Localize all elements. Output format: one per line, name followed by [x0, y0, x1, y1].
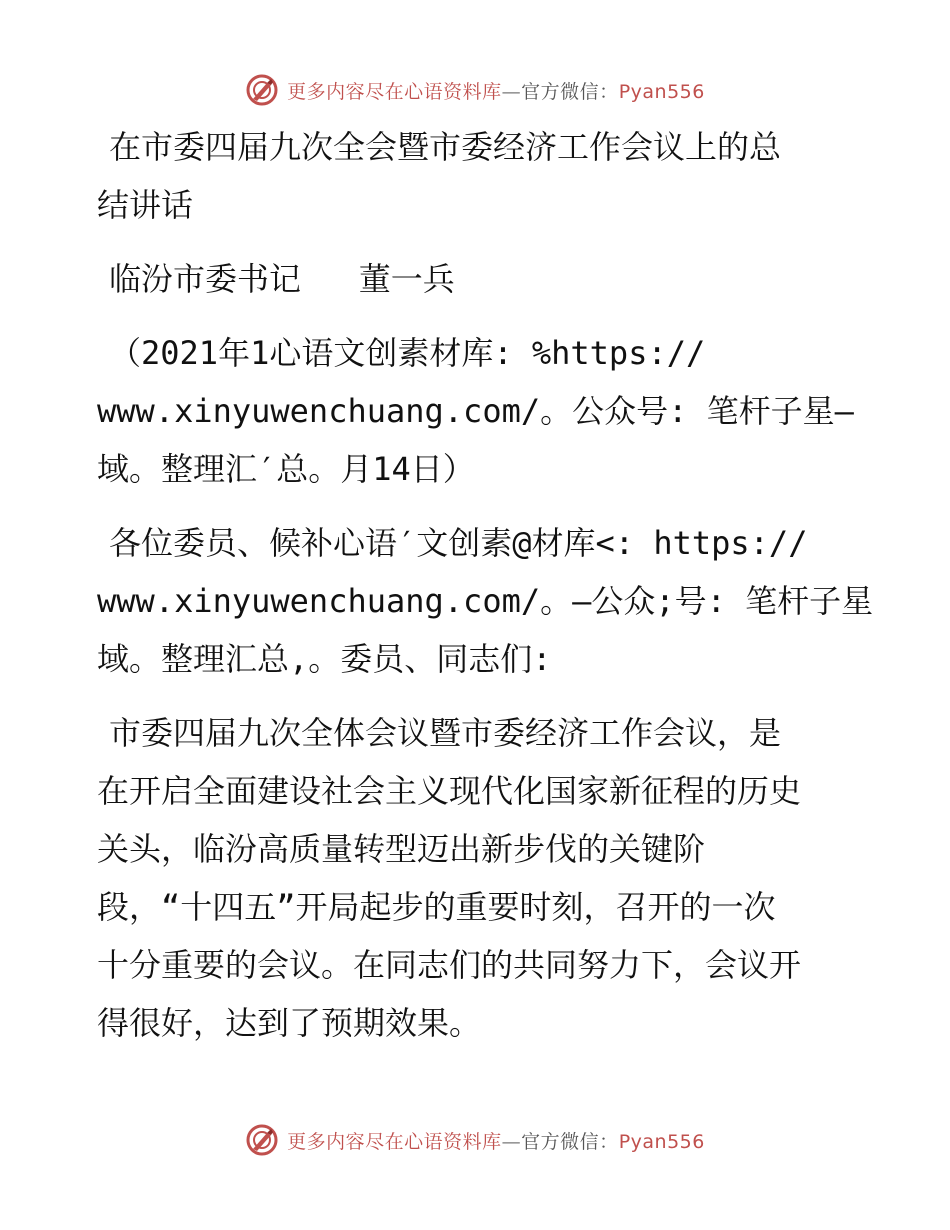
banner-content [245, 1123, 705, 1157]
banner-id: Pyan556 [618, 80, 705, 103]
note-line: www.xinyuwenchuang.com/。公众号: 笔杆子星— [97, 392, 854, 430]
body-line: 段，“十四五”开局起步的重要时刻，召开的一次 [97, 888, 776, 926]
body-line: 关头，临汾高质量转型迈出新步伐的关键阶 [97, 830, 706, 868]
banner-main-text: 更多内容尽在心语资料库 [287, 80, 502, 103]
note-line: 域。整理汇′总。月14日） [97, 450, 475, 488]
pen-logo-icon [245, 73, 279, 107]
banner-text [287, 77, 705, 104]
body-line: 在开启全面建设社会主义现代化国家新征程的历史 [97, 772, 802, 810]
banner-text [287, 1127, 705, 1154]
note-line: （2021年1心语文创素材库: %https:// [109, 334, 706, 372]
banner-label: 官方微信： [521, 80, 619, 103]
banner-label: 官方微信： [521, 1130, 619, 1153]
body-paragraph [97, 704, 857, 1052]
pen-logo-icon [245, 1123, 279, 1157]
body-line: 市委四届九次全体会议暨市委经济工作会议，是 [109, 714, 782, 752]
body-line: 得很好，达到了预期效果。 [97, 1004, 482, 1042]
title-line: 结讲话 [97, 186, 194, 224]
author-line: 临汾市委书记 董一兵 [109, 260, 455, 298]
title [97, 118, 857, 234]
footer-banner [0, 1120, 950, 1160]
author [97, 250, 857, 308]
title-line: 在市委四届九次全会暨市委经济工作会议上的总 [109, 128, 782, 166]
header-banner [0, 70, 950, 110]
greeting-line: www.xinyuwenchuang.com/。—公众;号: 笔杆子星 [97, 582, 874, 620]
greeting-line: 域。整理汇总,。委员、同志们: [97, 640, 552, 678]
note [97, 324, 857, 498]
document-body [97, 118, 874, 1052]
body-line: 十分重要的会议。在同志们的共同努力下，会议开 [97, 946, 802, 984]
banner-content [245, 73, 705, 107]
banner-separator: — [501, 80, 522, 103]
banner-main-text: 更多内容尽在心语资料库 [287, 1130, 502, 1153]
greeting-line: 各位委员、候补心语′文创素@材库<: https:// [109, 524, 808, 562]
banner-separator: — [501, 1130, 522, 1153]
banner-id: Pyan556 [618, 1130, 705, 1153]
greeting [97, 514, 874, 688]
